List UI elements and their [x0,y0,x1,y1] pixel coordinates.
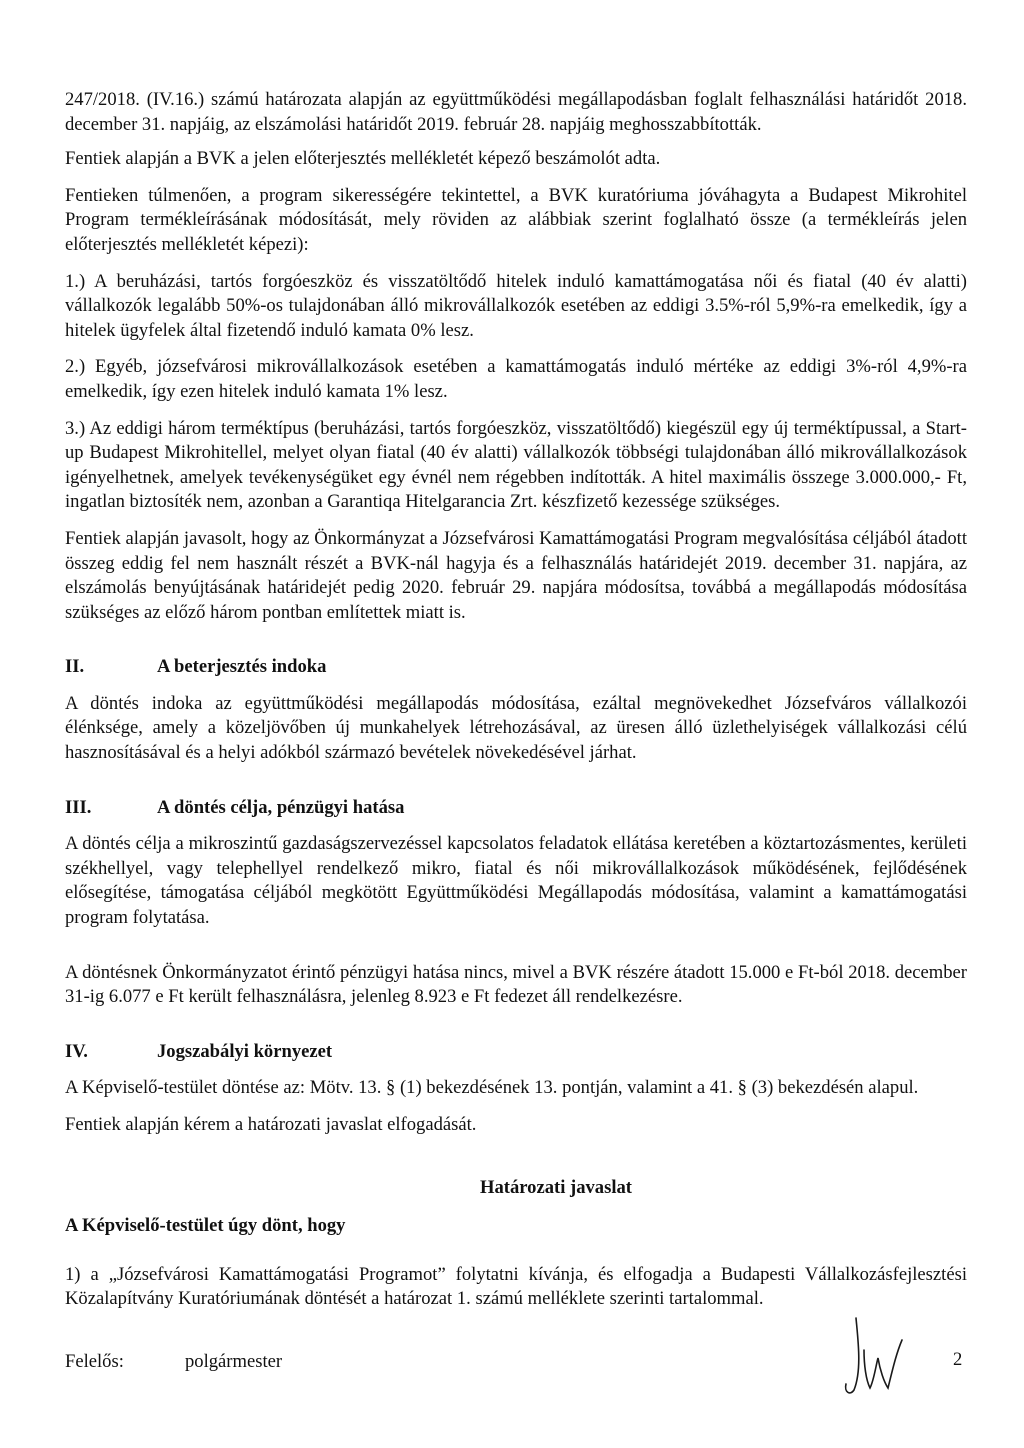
page-number: 2 [953,1349,963,1370]
section-number: II. [65,656,85,678]
closing-paragraph: Fentiek alapján kérem a határozati javaslat elfogadását. [65,1114,477,1135]
paragraph-intro-2: Fentiek alapján a BVK a jelen előterjesztés mellékletét képező beszámolót adta. [65,148,661,170]
list-item-1: 1.) A beruházási, tartós forgóeszköz és visszatöltődő hitelek induló kamattámogatása női és fiatal (40 év alatti) vállalkozók legalább 50%-os tulajdonában álló mikrovállalkozók esetében az eddigi 3.5%-ról 5,9%-ra emelkedik, így a hitelek ügyfelek által fizetendő induló kamata 0% lesz. [65,270,967,341]
responsible-row [65,1350,967,1375]
section-heading-3 [65,796,967,821]
responsible-label: Felelős: [65,1350,124,1372]
paragraph-intro-3: Fentieken túlmenően, a program sikerességére tekintettel, a BVK kuratóriuma jóváhagyta a Budapest Mikrohitel Program termékleírásának módosítását, mely röviden az alábbiak szerint foglalható össze (a termékleírás jelen előterjesztés mellékletét képezi): [65,184,967,255]
section-number: IV. [65,1040,88,1062]
section-4-text: A Képviselő-testület döntése az: Mötv. 13. § (1) bekezdésének 13. pontján, valamint a 41. § (3) bekezdésén alapul. [65,1077,919,1099]
paragraph-proposal: Fentiek alapján javasolt, hogy az Önkormányzat a Józsefvárosi Kamattámogatási Program megvalósítása céljából átadott összeg eddig fel nem használt részét a BVK-nál hagyja és a felhasználás határidejét 2019. december 31. napjára, az elszámolás benyújtásának határidejét pedig 2020. február 29. napjára módosítsa, továbbá a megállapodás módosítása szükséges az előző három pontban említettek miatt is. [65,527,967,623]
section-heading-4 [65,1040,967,1065]
section-title: A döntés célja, pénzügyi hatása [157,796,405,818]
document-body [65,88,967,1375]
section-title: Jogszabályi környezet [157,1040,333,1062]
list-item-2: 2.) Egyéb, józsefvárosi mikrovállalkozások esetében a kamattámogatás induló mértéke az eddigi 3%-ról 4,9%-ra emelkedik, így ezen hitelek induló kamata 1% lesz. [65,356,967,402]
responsible-value: polgármester [185,1350,283,1372]
resolution-title: Határozati javaslat [480,1176,632,1198]
section-3-text-1: A döntés célja a mikroszintű gazdaságszervezéssel kapcsolatos feladatok ellátása keretében a köztartozásmentes, kerületi székhellyel, vagy telephellyel rendelkező mikro, fiatal és női mikrovállalkozások működésének, fejlődésének elősegítése, támogatása céljából megkötött Együttműködési Megállapodás módosítása, valamint a kamattámogatási program folytatása. [65,833,967,929]
resolution-point-1: 1) a „Józsefvárosi Kamattámogatási Programot” folytatni kívánja, és elfogadja a Budapesti Vállalkozásfejlesztési Közalapítvány Kuratóriumának döntését a határozat 1. számú melléklete szerinti tartalommal. [65,1263,967,1310]
section-3-text-2: A döntésnek Önkormányzatot érintő pénzügyi hatása nincs, mivel a BVK részére átadott 15.000 e Ft-ból 2018. december 31-ig 6.077 e Ft került felhasználásra, jelenleg 8.923 e Ft fedezet áll rendelkezésre. [65,961,967,1008]
signature-initials-icon [842,1310,912,1400]
section-title: A beterjesztés indoka [157,656,327,678]
paragraph-intro-1: 247/2018. (IV.16.) számú határozata alapján az együttműködési megállapodásban foglalt felhasználási határidőt 2018. december 31. napjáig, az elszámolási határidőt 2019. február 28. napjáig meghosszabbították. [65,89,967,135]
section-heading-2 [65,655,967,680]
section-number: III. [65,796,92,818]
list-item-3: 3.) Az eddigi három terméktípus (beruházási, tartós forgóeszköz, visszatöltődő) kiegészül egy új terméktípussal, a Start-up Budapest Mikrohitellel, melyet olyan fiatal (40 év alatti) vállalkozók többségi tulajdonában álló mikrovállalkozások igényelhetnek, amelyek tevékenységüket egy évnél nem régebben indították. A hitel maximális összege 3.000.000,- Ft, ingatlan biztosíték nem, azonban a Garantiqa Hitelgarancia Zrt. készfizető kezessége szükséges. [65,417,967,513]
section-2-text: A döntés indoka az együttműködési megállapodás módosítása, ezáltal megnövekedhet Józsefváros vállalkozói élénksége, amely a közeljövőben új munkahelyek létrehozásával, az üresen álló üzlethelyiségek vállalkozási célú hasznosításával és a helyi adókból származó bevételek növekedésével járhat. [65,692,967,764]
resolution-lead: A Képviselő-testület úgy dönt, hogy [65,1215,346,1237]
